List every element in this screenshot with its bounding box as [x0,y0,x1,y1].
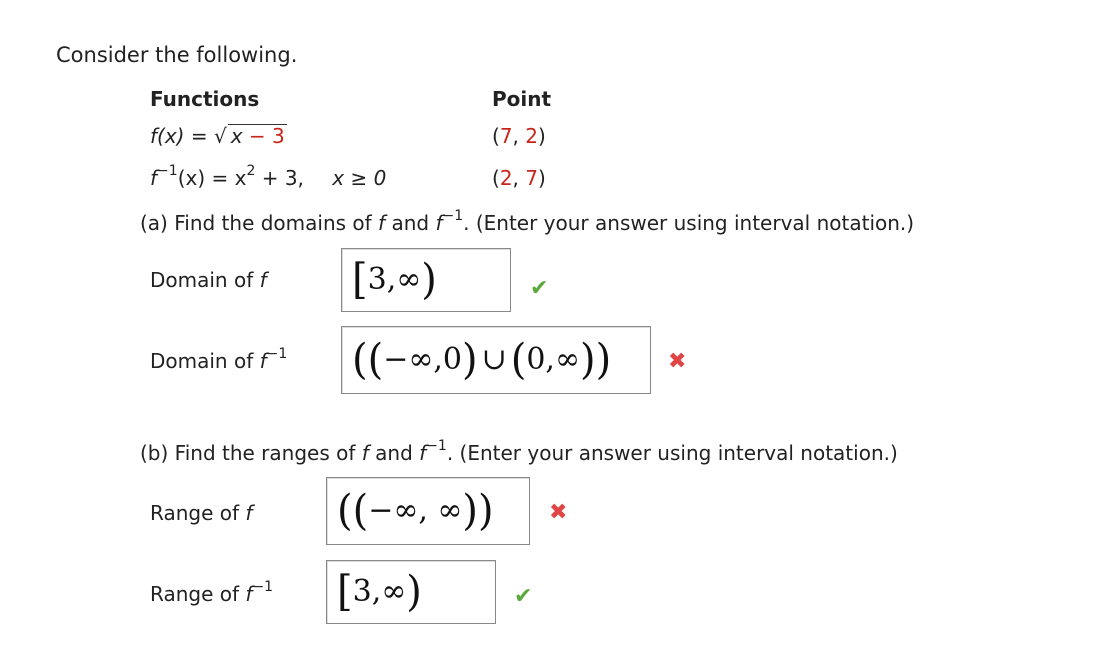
range-f-label: Range of f [150,501,253,525]
f-definition [150,124,287,148]
check-icon: ✔ [530,276,549,301]
domain-finv-input[interactable]: ( ( −∞,0 ) ∪ ( 0,∞ ) ) [341,326,651,394]
finv-definition: $f^{-1}(x) = x^2 + 3$, x ≥ 0 [150,163,387,190]
cross-icon: ✖ [668,349,687,374]
point-header: Point [492,87,552,111]
domain-f-input[interactable]: [ 3,∞ ) [341,248,511,312]
domain-f-label: Domain of f [150,268,267,292]
f-lhs: f(x) = [150,124,208,148]
finv-condition: x ≥ 0 [332,166,387,190]
f-radicand: x − 3 [228,124,287,147]
point-1: (7, 2) [492,124,546,148]
cross-icon: ✖ [549,500,568,525]
range-finv-label: Range of $f^{-1}$ [150,579,274,606]
range-finv-input[interactable]: [ 3,∞ ) [326,560,496,624]
point-2: (2, 7) [492,166,546,190]
functions-header: Functions [150,87,260,111]
domain-finv-label: Domain of $f^{-1}$ [150,346,288,373]
part-b-prompt: (b) Find the ranges of f and $f^{-1}$. (Enter your answer using interval notation.) [140,438,898,465]
range-f-input[interactable]: ( ( −∞, ∞ ) ) [326,477,530,545]
intro-text: Consider the following. [56,43,298,67]
part-a-prompt: (a) Find the domains of f and $f^{-1}$. (Enter your answer using interval notation.) [140,208,915,235]
check-icon: ✔ [514,584,533,609]
sqrt-icon: √ [213,124,227,148]
